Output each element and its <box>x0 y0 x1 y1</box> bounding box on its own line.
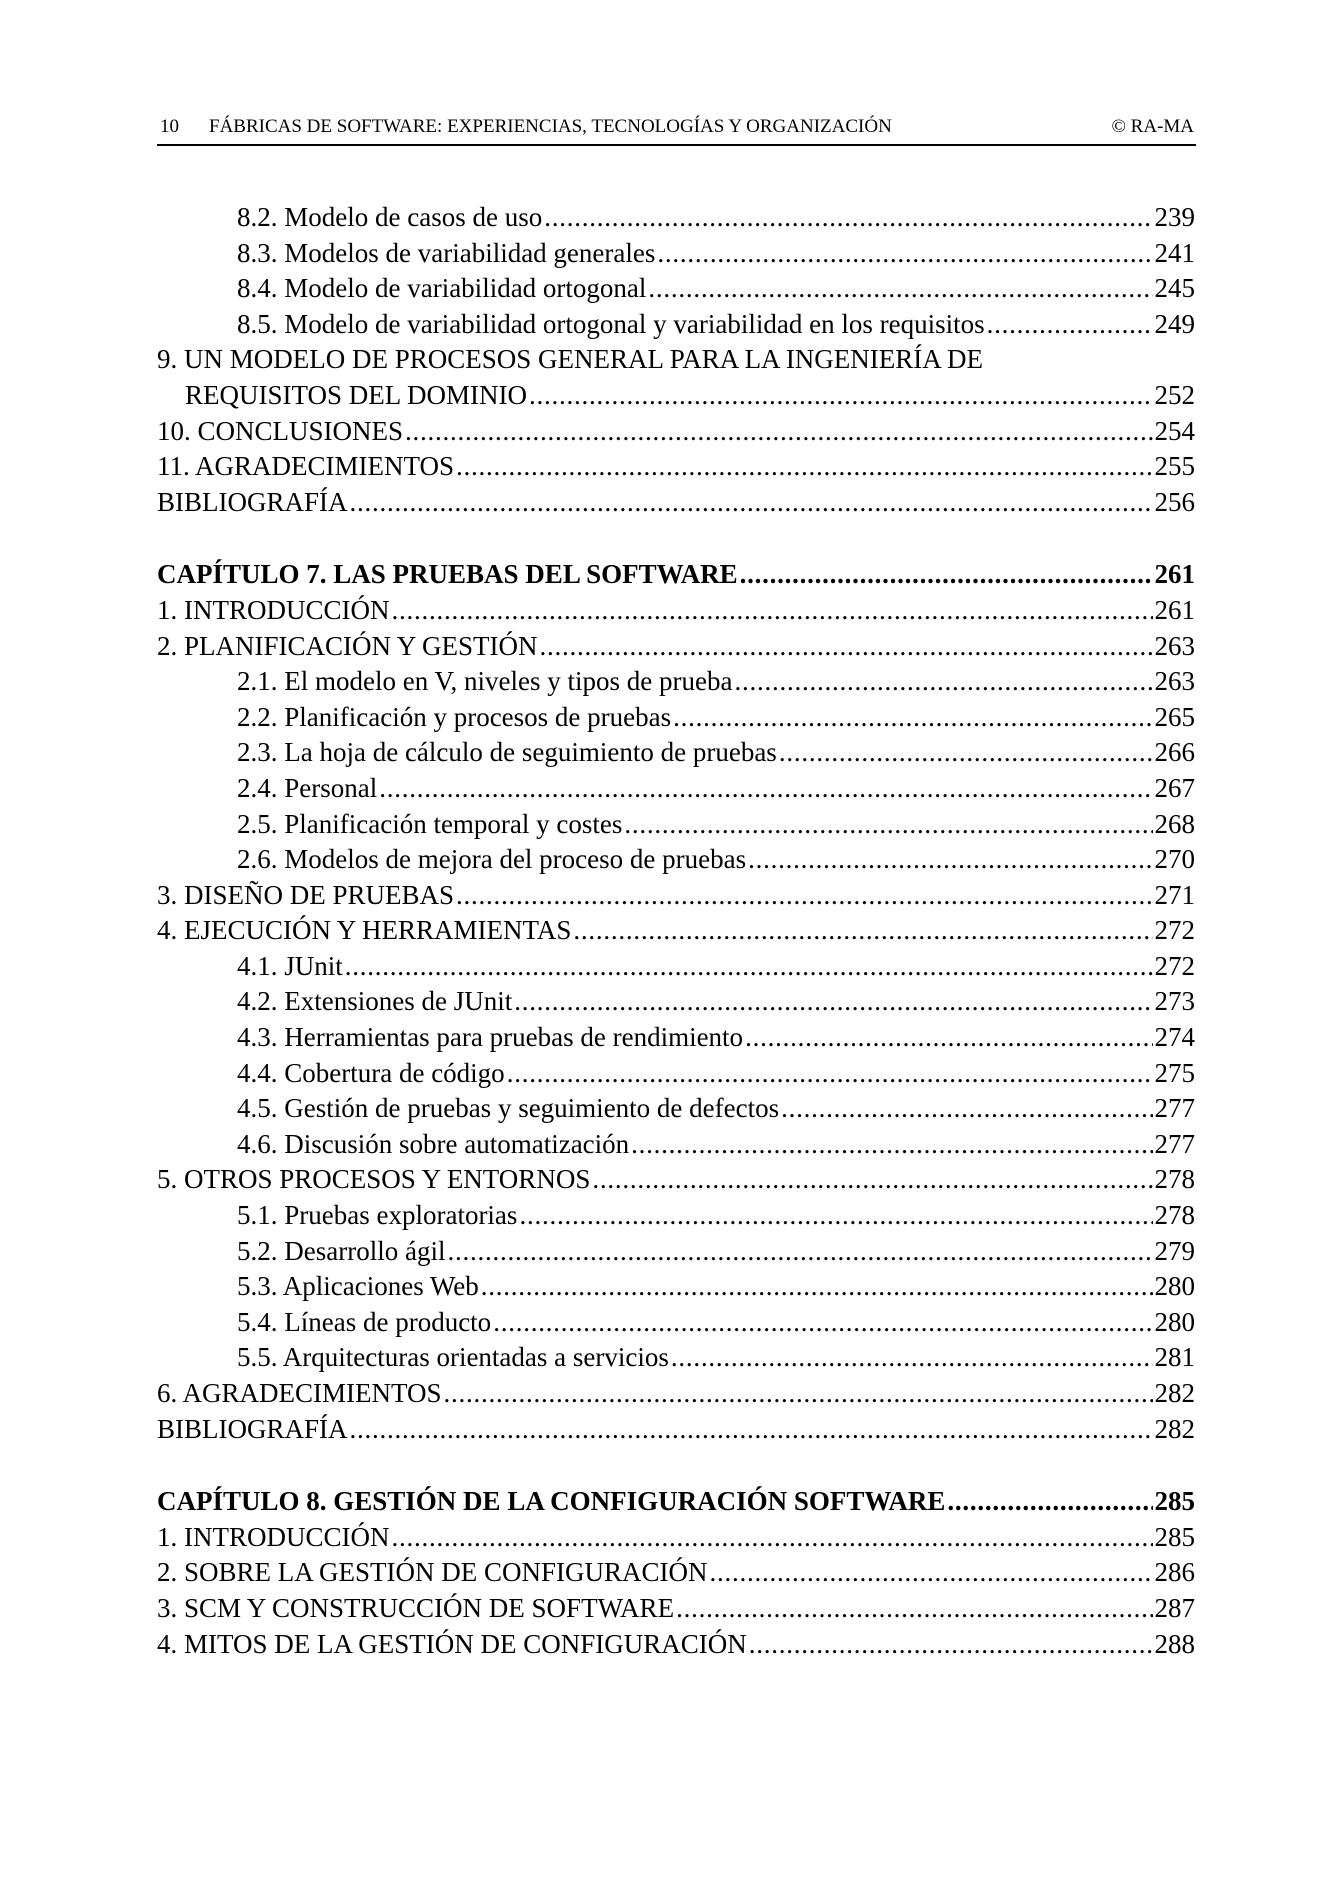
dot-leader <box>671 1340 1153 1376</box>
toc-entry-label: 8.5. Modelo de variabilidad ortogonal y variabilidad en los requisitos <box>237 308 985 339</box>
toc-entry-label: 2.1. El modelo en V, niveles y tipos de prueba <box>237 666 733 697</box>
dot-leader <box>350 1412 1153 1448</box>
toc-subsection-entry <box>157 236 1195 272</box>
toc-subsection-entry <box>157 771 1195 807</box>
toc-entry-label: BIBLIOGRAFÍA <box>157 1413 348 1444</box>
toc-entry-page: 286 <box>1154 1557 1195 1588</box>
toc-subsection-entry <box>157 842 1195 878</box>
dot-leader <box>781 1091 1152 1127</box>
dot-leader <box>779 735 1153 771</box>
toc-entry-label: 4.1. JUnit <box>237 950 343 981</box>
toc-subsection-entry <box>157 664 1195 700</box>
toc-subsection-entry <box>157 1340 1195 1376</box>
toc-entry-page: 282 <box>1154 1413 1195 1444</box>
publisher: © RA-MA <box>1111 116 1194 137</box>
toc-entry-page: 285 <box>1154 1486 1195 1517</box>
toc-entry-page: 272 <box>1154 915 1195 946</box>
toc-subsection-entry <box>157 1269 1195 1305</box>
toc-entry-label: 4. EJECUCIÓN Y HERRAMIENTAS <box>157 915 572 946</box>
toc-section-entry <box>157 414 1195 450</box>
toc-entry-label: 3. DISEÑO DE PRUEBAS <box>157 879 455 910</box>
table-of-contents <box>157 200 1195 1662</box>
dot-leader <box>519 1198 1152 1234</box>
dot-leader <box>987 307 1153 343</box>
dot-leader <box>345 949 1153 985</box>
dot-leader <box>529 378 1153 414</box>
toc-entry-page: 241 <box>1154 237 1195 268</box>
toc-entry-label: CAPÍTULO 7. LAS PRUEBAS DEL SOFTWARE <box>157 559 738 590</box>
toc-entry-page: 278 <box>1154 1200 1195 1231</box>
dot-leader <box>514 984 1152 1020</box>
toc-subsection-entry <box>157 271 1195 307</box>
dot-leader <box>749 1627 1153 1663</box>
toc-entry-page: 272 <box>1154 950 1195 981</box>
dot-leader <box>748 842 1152 878</box>
toc-entry-page: 278 <box>1154 1164 1195 1195</box>
toc-entry-label: BIBLIOGRAFÍA <box>157 486 348 517</box>
dot-leader <box>734 664 1152 700</box>
toc-entry-label: 5.2. Desarrollo ágil <box>237 1235 446 1266</box>
toc-entry-page: 263 <box>1154 666 1195 697</box>
dot-leader <box>392 1520 1153 1556</box>
dot-leader <box>710 1555 1153 1591</box>
toc-entry-label: REQUISITOS DEL DOMINIO <box>185 379 527 410</box>
toc-entry-label: 2. SOBRE LA GESTIÓN DE CONFIGURACIÓN <box>157 1557 708 1588</box>
dot-leader <box>447 1234 1152 1270</box>
toc-entry-label: 5. OTROS PROCESOS Y ENTORNOS <box>157 1164 591 1195</box>
toc-entry-page: 256 <box>1154 486 1195 517</box>
dot-leader <box>740 557 1153 593</box>
toc-entry-page: 285 <box>1154 1521 1195 1552</box>
toc-subsection-entry <box>157 1127 1195 1163</box>
dot-leader <box>573 913 1152 949</box>
toc-entry-label: 5.5. Arquitecturas orientadas a servicios <box>237 1342 669 1373</box>
dot-leader <box>507 1056 1153 1092</box>
toc-entry-page: 267 <box>1154 772 1195 803</box>
toc-entry-page: 266 <box>1154 737 1195 768</box>
toc-entry-label: 1. INTRODUCCIÓN <box>157 1521 390 1552</box>
dot-leader <box>648 271 1152 307</box>
toc-entry-label: 2.6. Modelos de mejora del proceso de pruebas <box>237 844 747 875</box>
dot-leader <box>631 1127 1152 1163</box>
toc-section-entry <box>157 629 1195 665</box>
toc-entry-page: 280 <box>1154 1271 1195 1302</box>
toc-entry-page: 254 <box>1154 415 1195 446</box>
dot-leader <box>481 1269 1153 1305</box>
running-header <box>157 110 1196 146</box>
dot-leader <box>947 1484 1152 1520</box>
dot-leader <box>350 485 1153 521</box>
dot-leader <box>544 200 1152 236</box>
toc-entry-page: 273 <box>1154 986 1195 1017</box>
toc-entry-label: 2.3. La hoja de cálculo de seguimiento de pruebas <box>237 737 777 768</box>
toc-entry-page: 261 <box>1154 559 1195 590</box>
toc-entry-label: 2.4. Personal <box>237 772 378 803</box>
toc-entry-page: 245 <box>1154 273 1195 304</box>
toc-entry-page: 252 <box>1154 379 1195 410</box>
toc-entry-label: 4. MITOS DE LA GESTIÓN DE CONFIGURACIÓN <box>157 1628 747 1659</box>
toc-subsection-entry <box>157 1020 1195 1056</box>
dot-leader <box>392 593 1153 629</box>
toc-entry-page: 268 <box>1154 808 1195 839</box>
dot-leader <box>676 1591 1152 1627</box>
toc-subsection-entry <box>157 700 1195 736</box>
toc-section-entry <box>157 913 1195 949</box>
toc-subsection-entry <box>157 1091 1195 1127</box>
dot-leader <box>673 700 1152 736</box>
toc-subsection-entry <box>157 1056 1195 1092</box>
toc-entry-label: 4.2. Extensiones de JUnit <box>237 986 513 1017</box>
toc-section-entry <box>157 1412 1195 1448</box>
toc-section-entry <box>157 1520 1195 1556</box>
toc-chapter-entry <box>157 557 1195 593</box>
dot-leader <box>379 771 1152 807</box>
toc-subsection-entry <box>157 200 1195 236</box>
toc-entry-label: 1. INTRODUCCIÓN <box>157 594 390 625</box>
toc-section-entry <box>157 1627 1195 1663</box>
dot-leader <box>405 414 1152 450</box>
toc-entry-label: 2.5. Planificación temporal y costes <box>237 808 623 839</box>
toc-entry-label: 4.6. Discusión sobre automatización <box>237 1128 630 1159</box>
toc-section-entry <box>157 593 1195 629</box>
toc-entry-label: 3. SCM Y CONSTRUCCIÓN DE SOFTWARE <box>157 1592 675 1623</box>
toc-subsection-entry <box>157 307 1195 343</box>
toc-entry-page: 249 <box>1154 308 1195 339</box>
toc-section-entry <box>157 449 1195 485</box>
toc-entry-label: 4.3. Herramientas para pruebas de rendimiento <box>237 1022 744 1053</box>
toc-entry-label: 8.4. Modelo de variabilidad ortogonal <box>237 273 647 304</box>
toc-entry-label: 5.4. Líneas de producto <box>237 1306 492 1337</box>
toc-entry-label: CAPÍTULO 8. GESTIÓN DE LA CONFIGURACIÓN SOFTWARE <box>157 1486 946 1517</box>
toc-section-entry <box>157 1555 1195 1591</box>
toc-subsection-entry <box>157 1234 1195 1270</box>
toc-entry-label: 6. AGRADECIMIENTOS <box>157 1378 442 1408</box>
toc-entry-page: 281 <box>1154 1342 1195 1373</box>
toc-subsection-entry <box>157 807 1195 843</box>
toc-entry-page: 288 <box>1154 1628 1195 1659</box>
toc-section-entry <box>157 878 1195 914</box>
toc-entry-page: 261 <box>1154 594 1195 625</box>
toc-subsection-entry <box>157 1305 1195 1341</box>
toc-entry-label: 10. CONCLUSIONES <box>157 415 404 446</box>
toc-subsection-entry <box>157 735 1195 771</box>
toc-entry-page: 275 <box>1154 1057 1195 1088</box>
toc-subsection-entry <box>157 1198 1195 1234</box>
toc-entry-page: 270 <box>1154 844 1195 875</box>
toc-entry-page: 277 <box>1154 1128 1195 1159</box>
toc-entry-page: 255 <box>1154 451 1195 482</box>
toc-section-entry <box>157 1162 1195 1198</box>
toc-entry-page: 287 <box>1154 1592 1195 1623</box>
toc-entry-label: 2.2. Planificación y procesos de pruebas <box>237 701 672 732</box>
toc-entry-page: 280 <box>1154 1306 1195 1337</box>
dot-leader <box>592 1162 1152 1198</box>
page-number: 10 <box>160 116 179 137</box>
toc-entry-page: 271 <box>1154 879 1195 910</box>
dot-leader <box>493 1305 1152 1341</box>
toc-subsection-entry <box>157 984 1195 1020</box>
toc-entry-label: 4.5. Gestión de pruebas y seguimiento de defectos <box>237 1093 780 1124</box>
dot-leader <box>624 807 1152 843</box>
toc-section-entry <box>157 1376 1195 1412</box>
toc-entry-page: 263 <box>1154 630 1195 661</box>
book-title: FÁBRICAS DE SOFTWARE: EXPERIENCIAS, TECNOLOGÍAS Y ORGANIZACIÓN <box>209 116 892 137</box>
toc-entry-label: 2. PLANIFICACIÓN Y GESTIÓN <box>157 630 538 661</box>
toc-entry-page: 279 <box>1154 1235 1195 1266</box>
toc-subsection-entry <box>157 949 1195 985</box>
toc-entry-page: 274 <box>1154 1022 1195 1053</box>
toc-entry-page: 265 <box>1154 701 1195 732</box>
toc-entry-label: 8.3. Modelos de variabilidad generales <box>237 237 656 268</box>
toc-entry-label: 9. UN MODELO DE PROCESOS GENERAL PARA LA INGENIERÍA DE <box>157 344 984 375</box>
dot-leader <box>745 1020 1152 1056</box>
toc-chapter-entry <box>157 1484 1195 1520</box>
toc-entry-label: 8.2. Modelo de casos de uso <box>237 202 543 232</box>
toc-entry-label: 4.4. Cobertura de código <box>237 1057 505 1088</box>
toc-entry-page: 239 <box>1154 202 1195 232</box>
toc-entry-label: 5.3. Aplicaciones Web <box>237 1271 479 1302</box>
toc-section-entry <box>157 485 1195 521</box>
toc-entry-page: 277 <box>1154 1093 1195 1124</box>
dot-leader <box>444 1376 1153 1412</box>
dot-leader <box>456 449 1152 485</box>
dot-leader <box>657 236 1152 272</box>
toc-entry-page: 282 <box>1154 1378 1195 1408</box>
toc-section-entry <box>157 342 1195 378</box>
dot-leader <box>540 629 1153 665</box>
toc-entry-label: 11. AGRADECIMIENTOS <box>157 451 455 482</box>
dot-leader <box>456 878 1152 914</box>
toc-entry-label: 5.1. Pruebas exploratorias <box>237 1200 518 1231</box>
toc-entry-continuation <box>157 378 1195 414</box>
toc-section-entry <box>157 1591 1195 1627</box>
